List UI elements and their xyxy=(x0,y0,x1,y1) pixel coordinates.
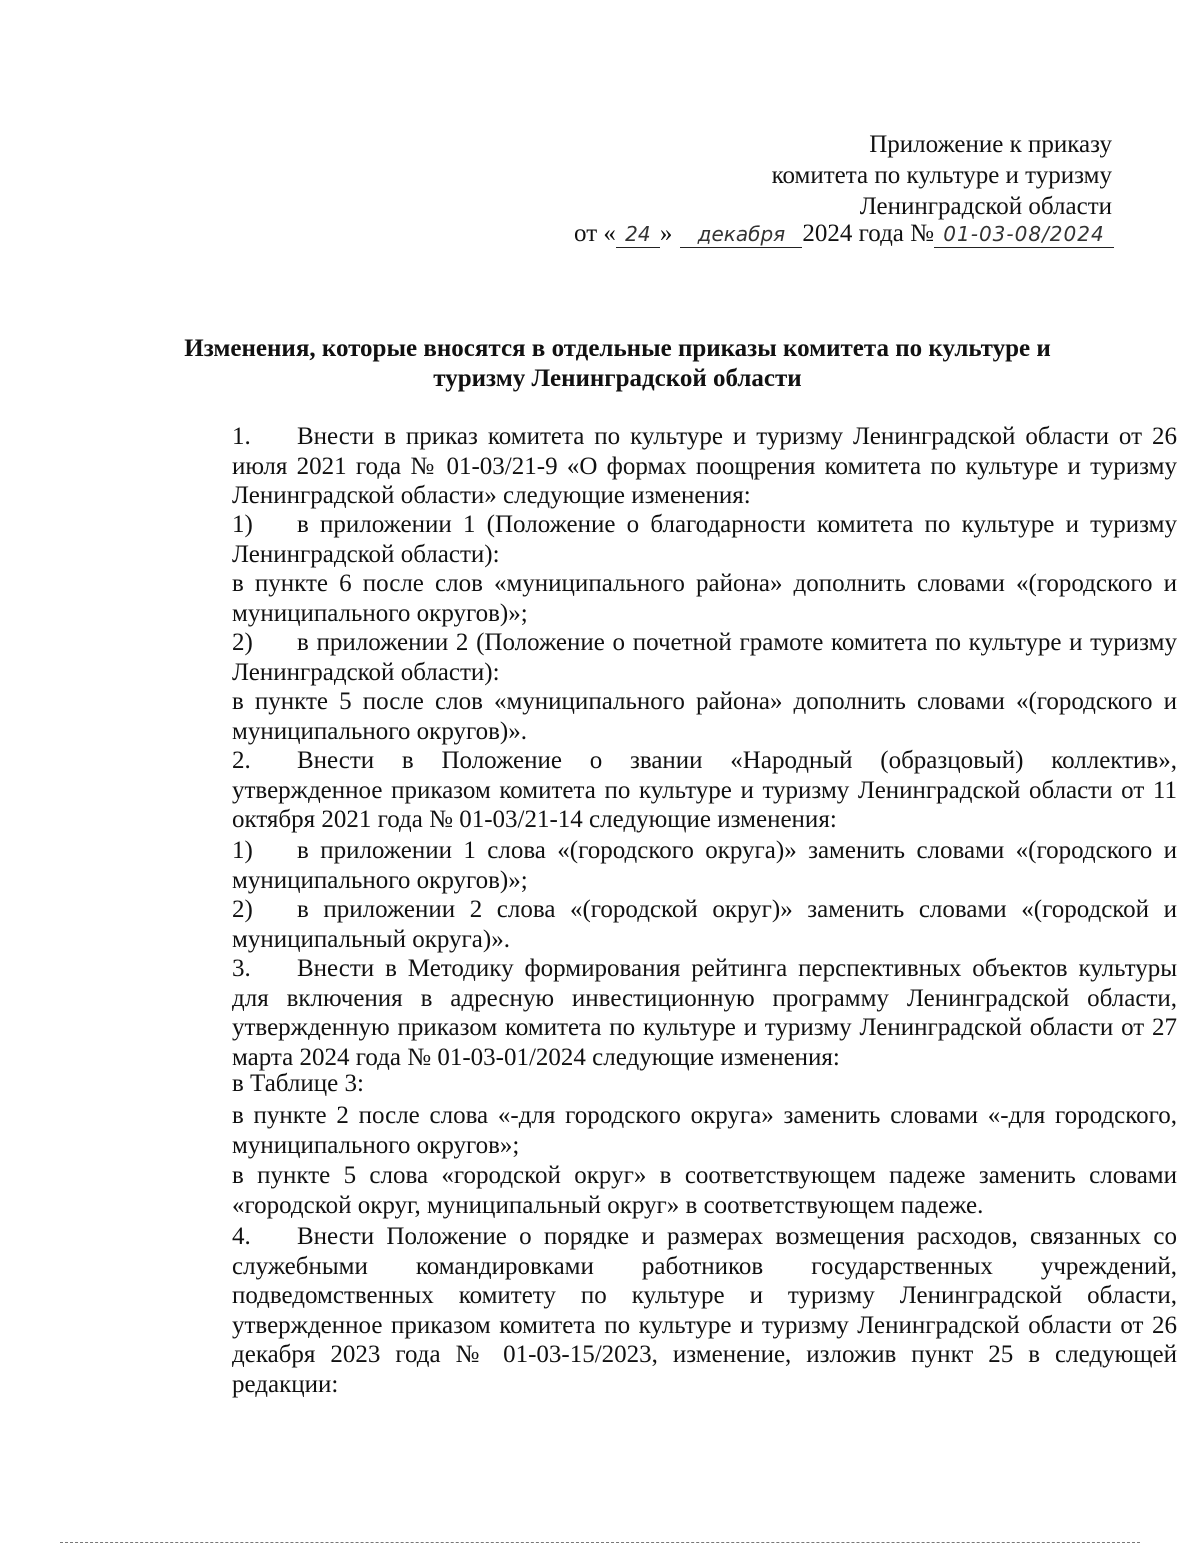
document-title: Изменения, которые вносятся в отдельные приказы комитета по культуре и туризму Ленинградской области xyxy=(184,335,1051,392)
page-bottom-divider xyxy=(60,1542,1140,1543)
paragraph-text: в приложении 1 слова «(городского округа)» заменить словами «(городского и муниципального округов)»; xyxy=(232,837,1177,894)
paragraph-number: 1) xyxy=(232,837,253,864)
paragraph-text: Внести Положение о порядке и размерах возмещения расходов, связанных со служебными командировками работников государственных учреждений, подведомственных комитету по культуре и туризму Ленинградской области, утвержденное приказом комитета по культуре и туризму Ленинградской области от 26 декабря 2023 года № 01-03-15/2023, изменение, изложив пункт 25 в следующей редакции: xyxy=(232,1223,1177,1398)
paragraph-text: Внести в Положение о звании «Народный (образцовый) коллектив», утвержденное приказом комитета по культуре и туризму Ленинградской области от 11 октября 2021 года № 01-03/21-14 следующие изменения: xyxy=(232,747,1177,833)
paragraph-point-5 xyxy=(162,687,1177,746)
subitem-1-1 xyxy=(162,510,1177,569)
date-prefix: от « xyxy=(574,220,616,247)
date-suffix: 2024 года № xyxy=(802,220,934,247)
subitem-2-2 xyxy=(162,895,1177,954)
appendix-heading: Приложение к приказу xyxy=(869,131,1112,158)
paragraph-number: 2) xyxy=(232,896,253,923)
handwritten-order-number: 01-03-08/2024 xyxy=(934,221,1114,248)
paragraph-text: Внести в Методику формирования рейтинга перспективных объектов культуры для включения в адресную инвестиционную программу Ленинградской области, утвержденную приказом комитета по культуре и туризму Ленинградской области от 27 марта 2024 года № 01-03-01/2024 следующие изменения: xyxy=(232,955,1177,1071)
paragraph-text: в приложении 2 слова «(городской округ)» заменить словами «(городской и муниципальный округа)». xyxy=(232,896,1177,953)
paragraph-number: 1) xyxy=(232,511,253,538)
date-mid: » xyxy=(659,220,673,247)
paragraph-4 xyxy=(162,1222,1177,1399)
paragraph-table-point-2 xyxy=(162,1101,1177,1160)
paragraph-text: в пункте 5 слова «городской округ» в соответствующем падеже заменить словами «городской округ, муниципальный округ» в соответствующем падеже. xyxy=(232,1162,1177,1219)
paragraph-text: в Таблице 3: xyxy=(232,1070,364,1097)
paragraph-text: в приложении 2 (Положение о почетной грамоте комитета по культуре и туризму Ленинградской области): xyxy=(232,629,1177,686)
paragraph-table-3 xyxy=(162,1069,1177,1099)
handwritten-month: декабря xyxy=(680,221,802,248)
paragraph-1 xyxy=(162,422,1177,511)
appendix-committee: комитета по культуре и туризму xyxy=(771,162,1112,189)
paragraph-table-point-5 xyxy=(162,1161,1177,1220)
paragraph-text: в пункте 6 после слов «муниципального района» дополнить словами «(городского и муниципального округов)»; xyxy=(232,570,1177,627)
order-date-line xyxy=(574,219,1114,249)
appendix-region: Ленинградской области xyxy=(859,193,1112,220)
paragraph-point-6 xyxy=(162,569,1177,628)
paragraph-2 xyxy=(162,746,1177,835)
subitem-2-1 xyxy=(162,836,1177,895)
paragraph-number: 4. xyxy=(232,1223,251,1250)
handwritten-day: 24 xyxy=(616,221,660,248)
subitem-1-2 xyxy=(162,628,1177,687)
paragraph-number: 2. xyxy=(232,747,251,774)
paragraph-text: в пункте 5 после слов «муниципального района» дополнить словами «(городского и муниципального округов)». xyxy=(232,688,1177,745)
paragraph-number: 3. xyxy=(232,955,251,982)
paragraph-number: 1. xyxy=(232,423,251,450)
paragraph-number: 2) xyxy=(232,629,253,656)
paragraph-text: в пункте 2 после слова «-для городского округа» заменить словами «-для городского, муниципального округов»; xyxy=(232,1102,1177,1159)
paragraph-text: Внести в приказ комитета по культуре и туризму Ленинградской области от 26 июля 2021 года № 01-03/21-9 «О формах поощрения комитета по культуре и туризму Ленинградской области» следующие изменения: xyxy=(232,423,1177,509)
paragraph-3 xyxy=(162,954,1177,1072)
paragraph-text: в приложении 1 (Положение о благодарности комитета по культуре и туризму Ленинградской области): xyxy=(232,511,1177,568)
